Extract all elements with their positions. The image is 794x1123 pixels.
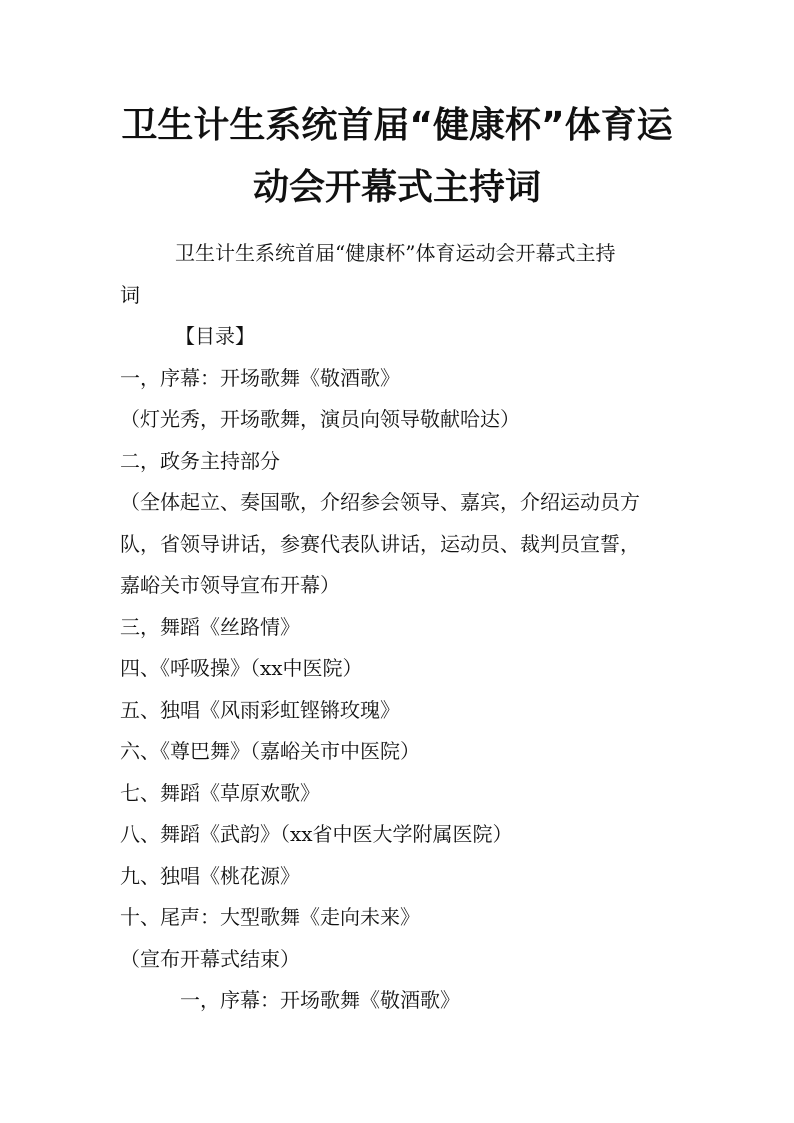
subtitle-line-1: 卫生计生系统首届“健康杯”体育运动会开幕式主持	[175, 241, 616, 265]
toc-item-10: 十、尾声：大型歌舞《走向未来》	[120, 905, 420, 929]
document-title-line-1: 卫生计生系统首届“健康杯”体育运	[121, 105, 673, 146]
toc-item-2-note-line-1: （全体起立、奏国歌，介绍参会领导、嘉宾，介绍运动员方	[120, 490, 640, 514]
section-heading: 一，序幕：开场歌舞《敬酒歌》	[180, 988, 460, 1012]
toc-item-6: 六、《尊巴舞》（嘉峪关市中医院）	[120, 739, 420, 763]
toc-label: 【目录】	[175, 324, 255, 348]
toc-item-1: 一，序幕：开场歌舞《敬酒歌》	[120, 366, 400, 390]
toc-item-4: 四、《呼吸操》（xx中医院）	[120, 656, 363, 680]
toc-item-9: 九、独唱《桃花源》	[120, 864, 300, 888]
toc-item-1-note: （灯光秀，开场歌舞，演员向领导敬献哈达）	[120, 407, 520, 431]
toc-item-2-note-line-2: 队，省领导讲话，参赛代表队讲话，运动员、裁判员宣誓，	[120, 532, 640, 556]
toc-item-7: 七、舞蹈《草原欢歌》	[120, 781, 320, 805]
subtitle-line-2: 词	[120, 283, 140, 307]
toc-item-3: 三，舞蹈《丝路情》	[120, 615, 300, 639]
toc-item-2-note-line-3: 嘉峪关市领导宣布开幕）	[120, 573, 340, 597]
toc-item-2: 二，政务主持部分	[120, 449, 280, 473]
toc-item-5: 五、独唱《风雨彩虹铿锵玫瑰》	[120, 698, 400, 722]
toc-item-10-note: （宣布开幕式结束）	[120, 947, 300, 971]
document-title-line-2: 动会开幕式主持词	[252, 167, 541, 208]
toc-item-8: 八、舞蹈《武韵》（xx省中医大学附属医院）	[120, 822, 513, 846]
